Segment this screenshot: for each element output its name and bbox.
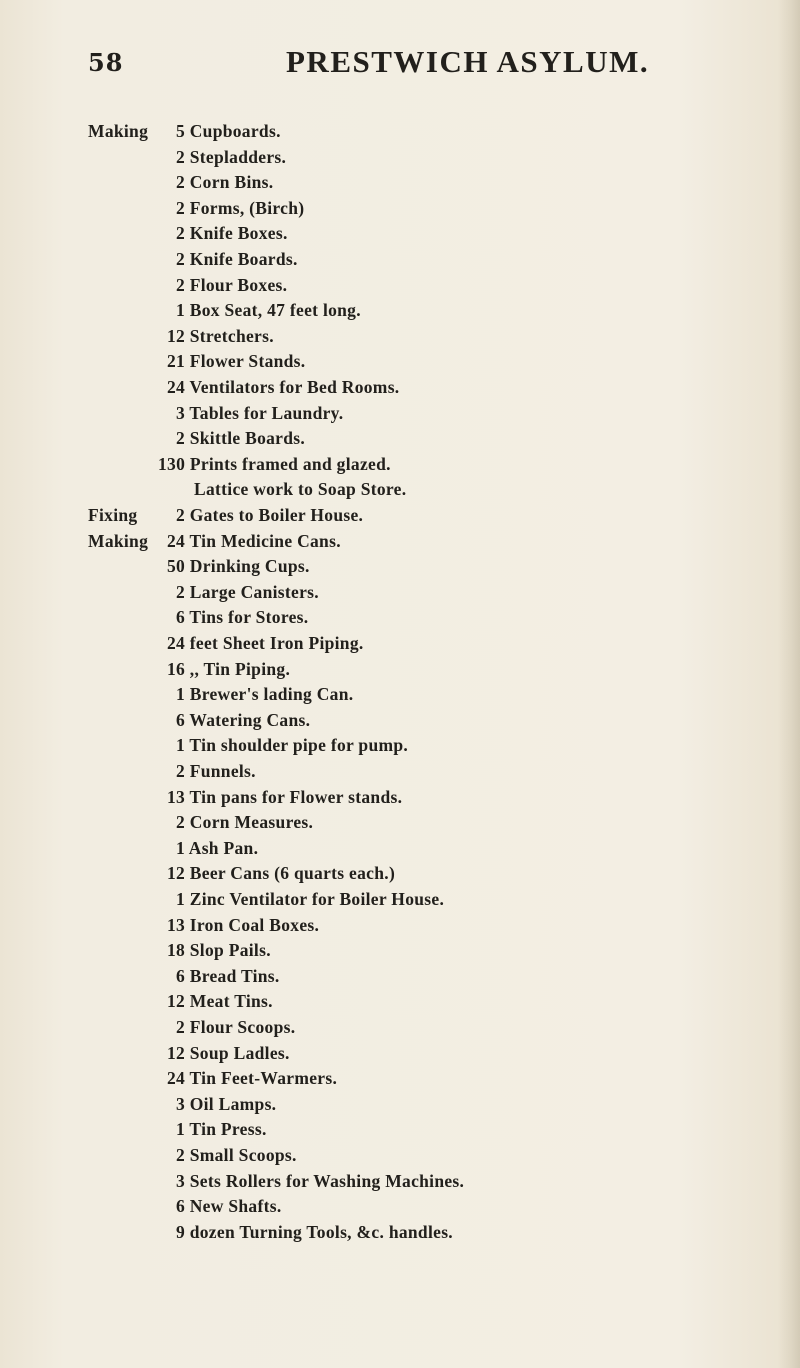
list-item (0, 1217, 800, 1247)
item-text: 2 Stepladders. (176, 146, 287, 167)
item-text: 16 ,, Tin Piping. (167, 658, 291, 679)
item-text: 2 Knife Boards. (176, 249, 298, 269)
item-text: 24 Ventilators for Bed Rooms. (167, 377, 400, 397)
item-text: 3 Oil Lamps. (176, 1093, 277, 1114)
page-number: 58 (88, 48, 124, 77)
item-text: 2 Corn Measures. (176, 812, 314, 833)
item-text: 2 Large Canisters. (176, 581, 319, 602)
item-text: 6 Watering Cans. (176, 709, 311, 730)
item-text: 13 Iron Coal Boxes. (167, 914, 320, 935)
item-text: 2 Flour Boxes. (176, 274, 288, 295)
item-text: 6 New Shafts. (176, 1196, 282, 1217)
item-text: 21 Flower Stands. (167, 351, 306, 372)
item-text: 1 Tin Press. (176, 1119, 267, 1140)
item-text: 1 Zinc Ventilator for Boiler House. (176, 889, 445, 909)
item-text: 6 Bread Tins. (176, 965, 280, 986)
item-text: 6 Tins for Stores. (176, 607, 309, 628)
item-text: 5 Cupboards. (176, 121, 281, 141)
item-text: 2 Gates to Boiler House. (176, 505, 364, 525)
item-text: 2 Knife Boxes. (176, 223, 288, 244)
running-title: PRESTWICH ASYLUM. (286, 44, 650, 79)
item-text: 2 Funnels. (176, 761, 256, 781)
item-text: 50 Drinking Cups. (167, 556, 310, 577)
section-label: Fixing (88, 505, 138, 525)
page-header (0, 38, 800, 88)
item-text: 2 Corn Bins. (176, 172, 274, 193)
section-label: Making (88, 121, 149, 141)
item-text: 12 Stretchers. (167, 325, 274, 346)
item-text: 24 feet Sheet Iron Piping. (167, 633, 364, 653)
item-text: 1 Brewer's lading Can. (176, 684, 354, 705)
item-text: 9 dozen Turning Tools, &c. handles. (176, 1221, 453, 1242)
item-text: 13 Tin pans for Flower stands. (167, 786, 403, 807)
item-text: 12 Meat Tins. (167, 991, 273, 1012)
item-text: 3 Tables for Laundry. (176, 402, 344, 423)
item-text: 2 Small Scoops. (176, 1145, 297, 1165)
item-text: 2 Forms, (Birch) (176, 197, 305, 218)
item-text: 3 Sets Rollers for Washing Machines. (176, 1170, 465, 1191)
item-text: 130 Prints framed and glazed. (158, 453, 391, 474)
item-text: 1 Box Seat, 47 feet long. (176, 300, 361, 321)
item-text: 1 Ash Pan. (176, 837, 259, 858)
item-text: 18 Slop Pails. (167, 940, 271, 961)
item-text: 12 Beer Cans (6 quarts each.) (167, 863, 396, 884)
item-text: 2 Flour Scoops. (176, 1017, 296, 1037)
section-label: Making (88, 530, 149, 551)
item-text: 2 Skittle Boards. (176, 428, 306, 449)
item-text: 1 Tin shoulder pipe for pump. (176, 735, 409, 756)
item-text: Lattice work to Soap Store. (194, 479, 407, 500)
item-text: 12 Soup Ladles. (167, 1042, 290, 1063)
item-text: 24 Tin Feet-Warmers. (167, 1068, 338, 1089)
item-text: 24 Tin Medicine Cans. (167, 530, 341, 551)
